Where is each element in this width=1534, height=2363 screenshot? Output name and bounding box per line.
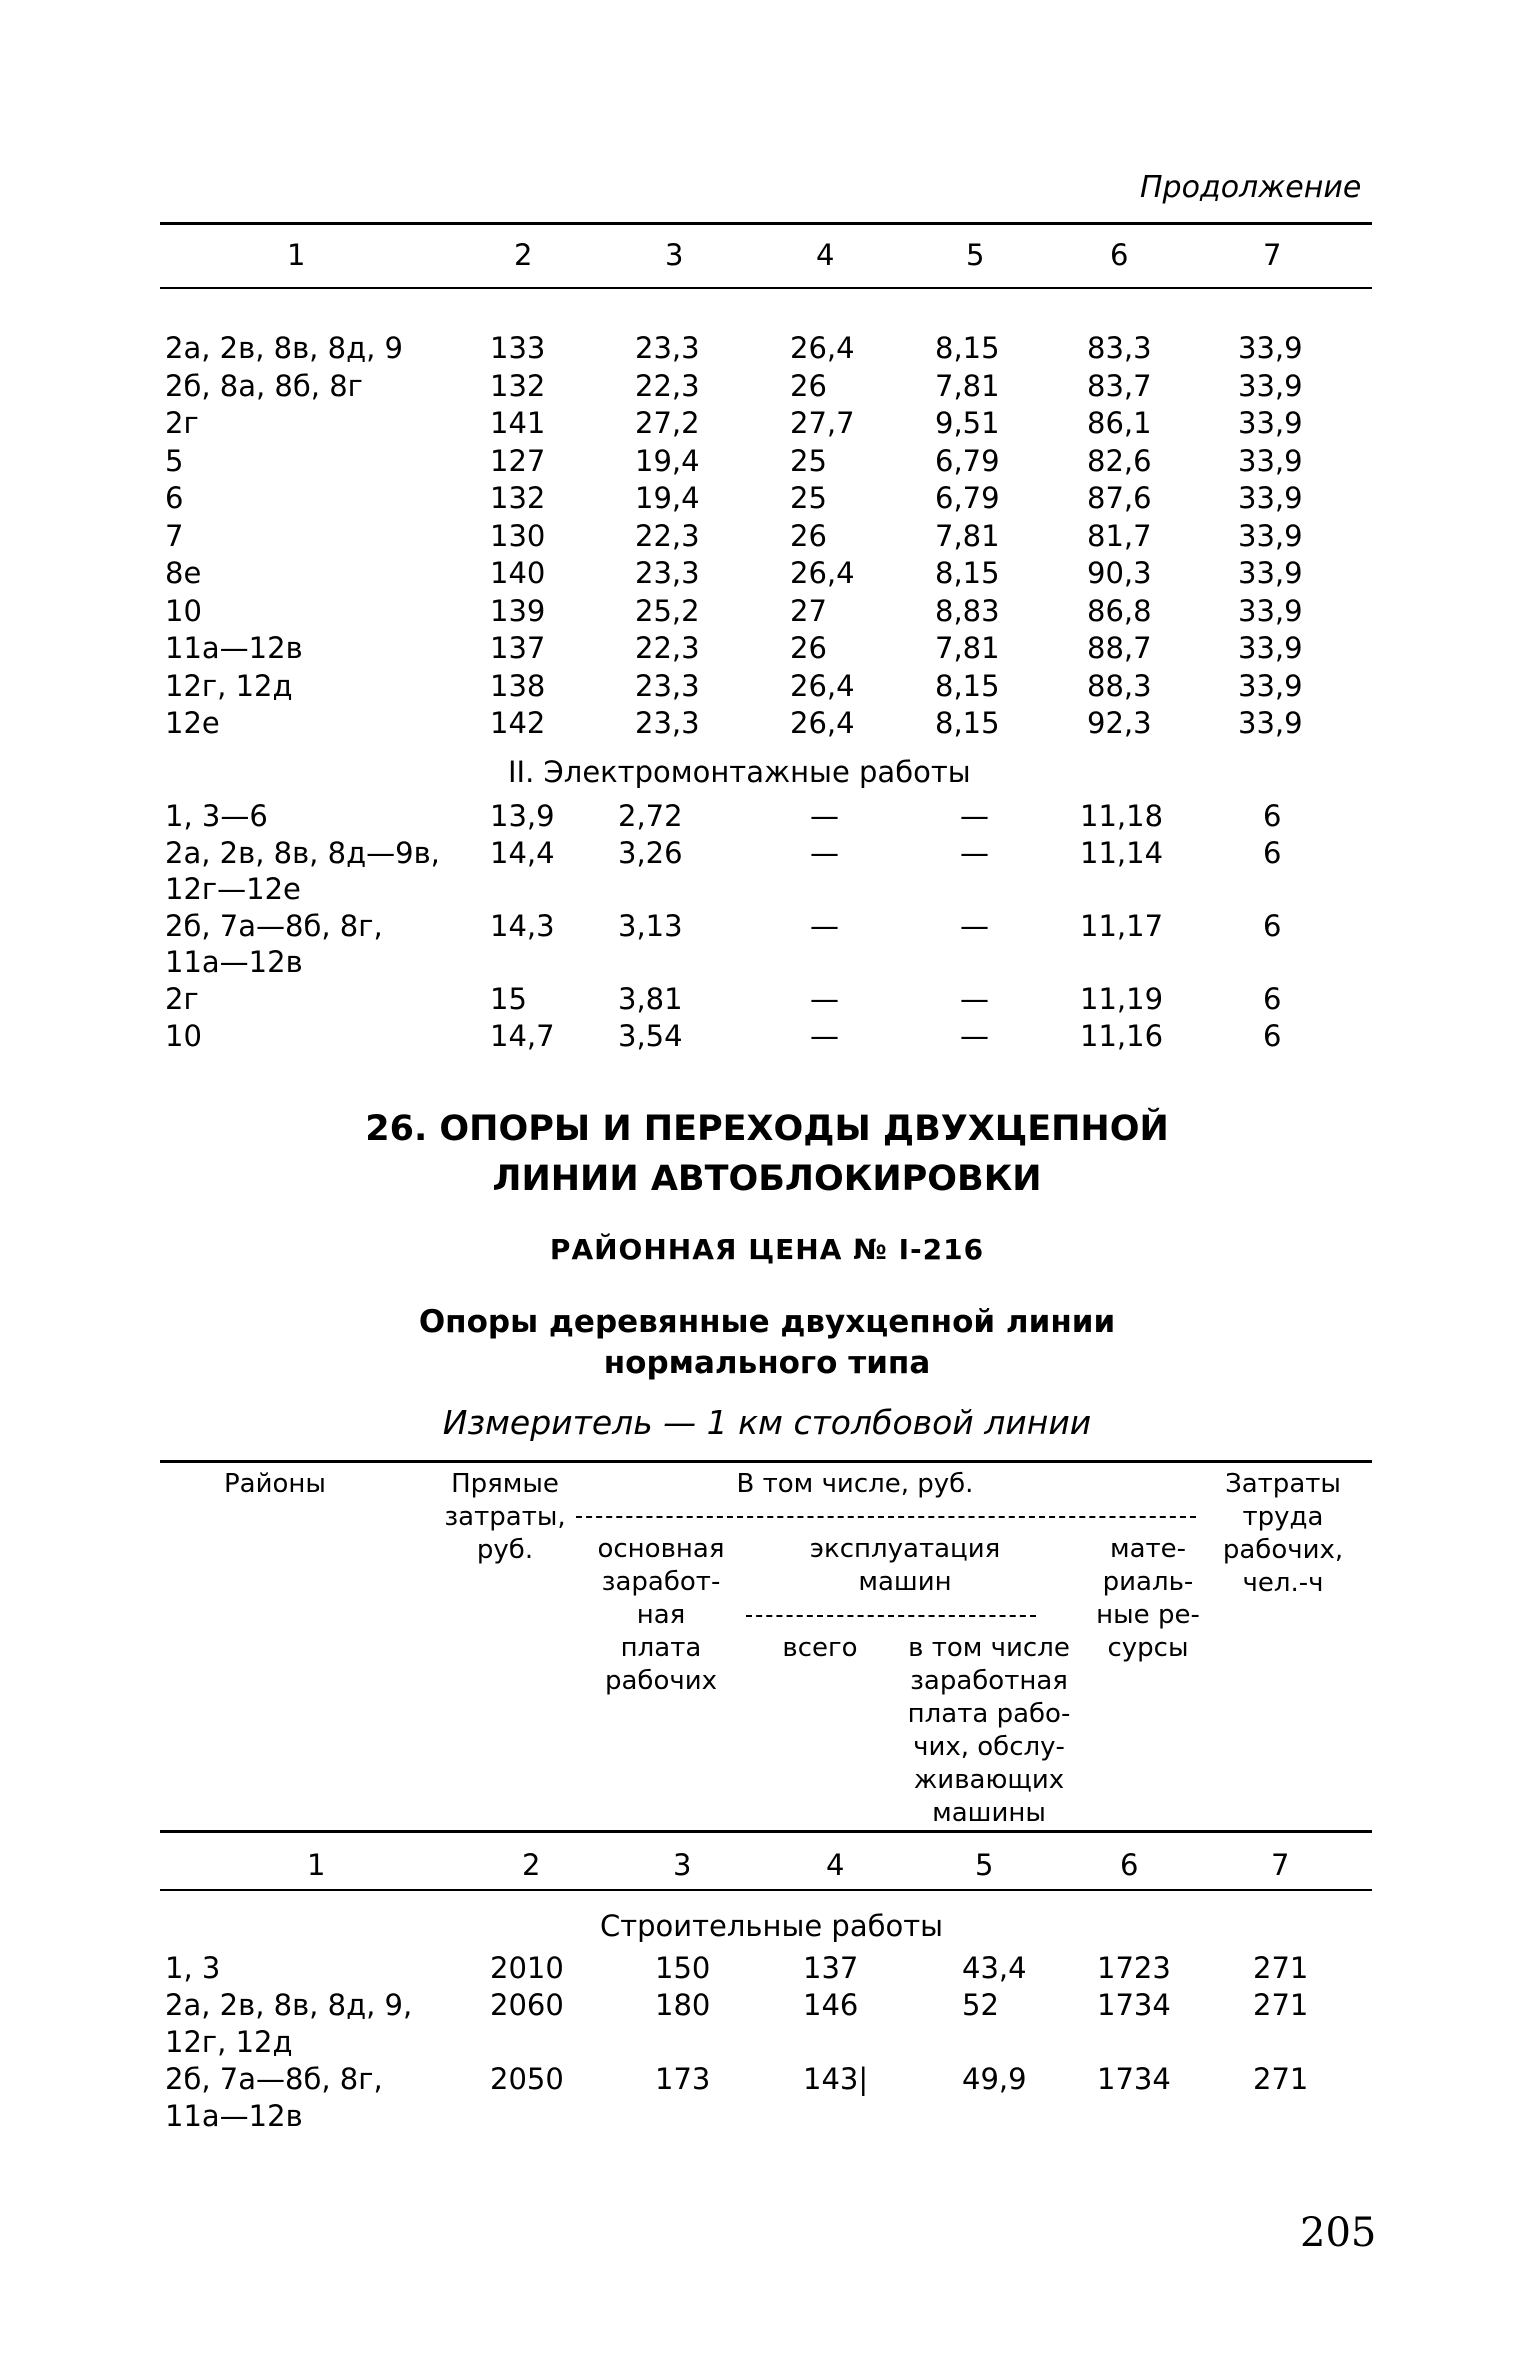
section2-title: II. Электромонтажные работы — [508, 755, 971, 789]
col-num: 5 — [966, 238, 985, 272]
cell-value: 11,14 — [1080, 836, 1164, 870]
table2-column-numbers — [0, 1847, 1534, 1883]
cell-value: 14,3 — [490, 909, 555, 943]
row-label: 11а—12в — [165, 2099, 303, 2133]
row-label: 12г, 12д — [165, 2025, 293, 2059]
cell-value: 88,7 — [1087, 631, 1152, 665]
header-v-tom-chisle: В том числе, руб. — [736, 1469, 974, 1499]
cell-value: 132 — [490, 368, 546, 403]
subtitle-line1: Опоры деревянные двухцепной линии — [418, 1304, 1116, 1340]
col-num: 6 — [1120, 1848, 1139, 1882]
cell-value: 271 — [1253, 1951, 1309, 1985]
cell-value: 83,7 — [1087, 368, 1152, 403]
cell-value: 133 — [490, 331, 546, 365]
cell-value: 127 — [490, 443, 546, 478]
cell-value: 33,9 — [1238, 331, 1303, 365]
cell-value: 141 — [490, 406, 546, 440]
measure-label: Измеритель — 1 км столбовой линии — [442, 1403, 1092, 1442]
col-num: 2 — [514, 238, 533, 272]
row-label: 2б, 7а—8б, 8г, — [165, 909, 383, 943]
header-pryamye: Прямые затраты, руб. — [444, 1469, 566, 1565]
cell-value: 6,79 — [935, 443, 1000, 478]
cell-value: 9,51 — [935, 406, 1000, 440]
cell-value: 33,9 — [1238, 368, 1303, 403]
cell-value: 52 — [962, 1988, 999, 2022]
cell-value: 92,3 — [1087, 706, 1152, 740]
col-num: 7 — [1271, 1848, 1290, 1882]
cell-value: 90,3 — [1087, 556, 1152, 590]
table2-top-rule — [160, 1460, 1372, 1463]
cell-value: 11,19 — [1080, 982, 1164, 1016]
cell-value: 138 — [490, 668, 546, 703]
page-number: 205 — [1300, 2210, 1377, 2256]
cell-value: 23,3 — [635, 331, 700, 365]
cell-value: 2,72 — [618, 799, 683, 833]
col-num: 4 — [816, 238, 835, 272]
cell-value: 25 — [790, 481, 827, 515]
cell-value: 2060 — [490, 1988, 564, 2022]
section-title-line2: ЛИНИИ АВТОБЛОКИРОВКИ — [492, 1159, 1042, 1199]
cell-value: 33,9 — [1238, 518, 1303, 553]
cell-value: 88,3 — [1087, 668, 1152, 703]
header-v-tom-chisle-zp: в том числе заработная плата рабо- чих, обслу- живающих машины — [907, 1633, 1071, 1828]
cell-value: 3,54 — [618, 1019, 683, 1053]
cell-value: 26,4 — [790, 331, 855, 365]
row-label: 11а—12в — [165, 631, 303, 665]
cell-value: 1734 — [1097, 1988, 1171, 2022]
cell-value: 33,9 — [1238, 556, 1303, 590]
cell-value: — — [810, 836, 839, 870]
table1-column-numbers — [0, 237, 1534, 273]
table2-header-rule — [160, 1830, 1372, 1833]
cell-value: 11,18 — [1080, 799, 1164, 833]
cell-value: 86,1 — [1087, 406, 1152, 440]
subtitle-line2: нормального типа — [603, 1345, 931, 1381]
cell-value: — — [960, 982, 989, 1016]
col-num: 1 — [307, 1848, 326, 1882]
cell-value: 1723 — [1097, 1951, 1171, 1985]
cell-value: 8,83 — [935, 593, 1000, 628]
cell-value: 33,9 — [1238, 668, 1303, 703]
cell-value: — — [960, 909, 989, 943]
cell-value: 49,9 — [962, 2062, 1027, 2096]
cell-value: 22,3 — [635, 631, 700, 665]
cell-value: 180 — [655, 1988, 711, 2022]
cell-value: — — [960, 836, 989, 870]
table2-section-title: Строительные работы — [600, 1909, 944, 1943]
cell-value: 87,6 — [1087, 481, 1152, 515]
cell-value: 33,9 — [1238, 406, 1303, 440]
col-num: 1 — [287, 238, 306, 272]
cell-value: 173 — [655, 2062, 711, 2096]
header-zatraty: Затраты труда рабочих, чел.-ч — [1222, 1469, 1344, 1598]
cell-value: 26 — [790, 368, 827, 403]
cell-value: 26,4 — [790, 668, 855, 703]
row-label: 5 — [165, 443, 184, 478]
cell-value: 23,3 — [635, 706, 700, 740]
cell-value: 6 — [1263, 909, 1282, 943]
cell-value: 2050 — [490, 2062, 564, 2096]
cell-value: 130 — [490, 518, 546, 553]
cell-value: 33,9 — [1238, 481, 1303, 515]
cell-value: 7,81 — [935, 631, 1000, 665]
cell-value: 27,2 — [635, 406, 700, 440]
cell-value: 3,26 — [618, 836, 683, 870]
row-label: 2б, 7а—8б, 8г, — [165, 2062, 383, 2096]
cell-value: 19,4 — [635, 481, 700, 515]
cell-value: 146 — [803, 1988, 859, 2022]
section-title-line1: 26. ОПОРЫ И ПЕРЕХОДЫ ДВУХЦЕПНОЙ — [365, 1109, 1169, 1149]
col-num: 3 — [665, 238, 684, 272]
cell-value: 271 — [1253, 1988, 1309, 2022]
cell-value: 271 — [1253, 2062, 1309, 2096]
row-label: 12г, 12д — [165, 668, 293, 703]
cell-value: 43,4 — [962, 1951, 1027, 1985]
col-num: 7 — [1263, 238, 1282, 272]
cell-value: 137 — [490, 631, 546, 665]
row-label: 7 — [165, 518, 184, 553]
row-label: 2а, 2в, 8в, 8д, 9, — [165, 1988, 413, 2022]
row-label: 8е — [165, 556, 202, 590]
cell-value: 132 — [490, 481, 546, 515]
cell-value: 13,9 — [490, 799, 555, 833]
cell-value: 22,3 — [635, 368, 700, 403]
cell-value: — — [810, 799, 839, 833]
cell-value: 14,4 — [490, 836, 555, 870]
cell-value: 27,7 — [790, 406, 855, 440]
cell-value: 7,81 — [935, 368, 1000, 403]
cell-value: 83,3 — [1087, 331, 1152, 365]
cell-value: 22,3 — [635, 518, 700, 553]
cell-value: 143| — [803, 2062, 869, 2096]
cell-value: 11,17 — [1080, 909, 1164, 943]
cell-value: 15 — [490, 982, 527, 1016]
header-ekspluataciya: эксплуатация машин — [809, 1534, 1001, 1597]
row-label: 12г—12е — [165, 872, 301, 906]
row-label: 2г — [165, 982, 199, 1016]
price-title: РАЙОННАЯ ЦЕНА № I-216 — [549, 1233, 985, 1266]
cell-value: 23,3 — [635, 556, 700, 590]
cell-value: 26,4 — [790, 556, 855, 590]
row-label: 12е — [165, 706, 220, 740]
cell-value: 19,4 — [635, 443, 700, 478]
col-num: 5 — [975, 1848, 994, 1882]
header-dash-rule-2 — [746, 1615, 1036, 1617]
cell-value: 26 — [790, 631, 827, 665]
row-label: 10 — [165, 1019, 202, 1053]
cell-value: 6 — [1263, 799, 1282, 833]
row-label: 1, 3 — [165, 1951, 221, 1985]
cell-value: — — [960, 1019, 989, 1053]
table1-top-rule — [160, 222, 1372, 225]
cell-value: 82,6 — [1087, 443, 1152, 478]
cell-value: 150 — [655, 1951, 711, 1985]
header-osnovnaya: основная зарабoт- ная плата рабочих — [597, 1534, 725, 1696]
row-label: 11а—12в — [165, 945, 303, 979]
cell-value: 1734 — [1097, 2062, 1171, 2096]
cell-value: 8,15 — [935, 556, 1000, 590]
row-label: 2б, 8а, 8б, 8г — [165, 368, 363, 403]
cell-value: 8,15 — [935, 706, 1000, 740]
col-num: 4 — [826, 1848, 845, 1882]
header-materialnye: мате- риаль- ные ре- сурсы — [1096, 1534, 1200, 1663]
cell-value: 86,8 — [1087, 593, 1152, 628]
cell-value: 81,7 — [1087, 518, 1152, 553]
cell-value: 142 — [490, 706, 546, 740]
cell-value: 23,3 — [635, 668, 700, 703]
table1-header-rule — [160, 287, 1372, 289]
cell-value: 26,4 — [790, 706, 855, 740]
row-label: 2а, 2в, 8в, 8д, 9 — [165, 331, 404, 365]
header-rayony: Районы — [224, 1469, 326, 1499]
cell-value: 14,7 — [490, 1019, 555, 1053]
cell-value: 33,9 — [1238, 631, 1303, 665]
cell-value: 7,81 — [935, 518, 1000, 553]
cell-value: — — [810, 909, 839, 943]
cell-value: 6 — [1263, 836, 1282, 870]
cell-value: 27 — [790, 593, 827, 628]
cell-value: 3,13 — [618, 909, 683, 943]
cell-value: — — [960, 799, 989, 833]
cell-value: 139 — [490, 593, 546, 628]
table2-numbers-rule — [160, 1889, 1372, 1891]
cell-value: 11,16 — [1080, 1019, 1164, 1053]
cell-value: 33,9 — [1238, 706, 1303, 740]
cell-value: — — [810, 982, 839, 1016]
continuation-label: Продолжение — [1140, 170, 1362, 205]
cell-value: 8,15 — [935, 331, 1000, 365]
cell-value: 6 — [1263, 982, 1282, 1016]
cell-value: 33,9 — [1238, 593, 1303, 628]
header-dash-rule — [576, 1516, 1196, 1518]
cell-value: 8,15 — [935, 668, 1000, 703]
row-label: 2а, 2в, 8в, 8д—9в, — [165, 836, 440, 870]
row-label: 6 — [165, 481, 184, 515]
header-vsego: всего — [782, 1633, 858, 1663]
row-label: 1, 3—6 — [165, 799, 268, 833]
row-label: 2г — [165, 406, 199, 440]
cell-value: 140 — [490, 556, 546, 590]
cell-value: 3,81 — [618, 982, 683, 1016]
col-num: 2 — [522, 1848, 541, 1882]
cell-value: 33,9 — [1238, 443, 1303, 478]
row-label: 10 — [165, 593, 202, 628]
cell-value: 2010 — [490, 1951, 564, 1985]
col-num: 6 — [1110, 238, 1129, 272]
cell-value: — — [810, 1019, 839, 1053]
col-num: 3 — [673, 1848, 692, 1882]
cell-value: 6,79 — [935, 481, 1000, 515]
cell-value: 6 — [1263, 1019, 1282, 1053]
cell-value: 25,2 — [635, 593, 700, 628]
cell-value: 25 — [790, 443, 827, 478]
cell-value: 137 — [803, 1951, 859, 1985]
cell-value: 26 — [790, 518, 827, 553]
